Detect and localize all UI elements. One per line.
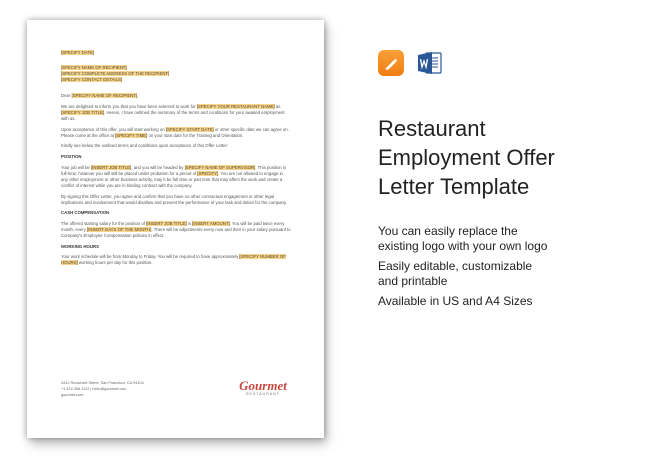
hours-placeholder: [SPECIFY NUMBER OF HOURS] xyxy=(61,254,286,266)
page-title xyxy=(378,114,638,201)
cash-heading: CASH COMPENSATION xyxy=(61,210,110,216)
date-placeholder: [SPECIFY DATE] xyxy=(61,50,95,55)
feature-text: Available in US and A4 Sizes xyxy=(378,294,533,308)
paragraph-text: . You will be paid twice every month, every xyxy=(61,220,285,232)
title-line-3: Letter Template xyxy=(378,174,530,199)
letter-body: [SPECIFY DATE] [SPECIFY NAME OF RECIPIENT] [SPECIFY COMPLETE ADDRESS OF THE RECIPIENT] [SPECIFY CONTACT DETAILS] Dear [SPECIFY NAME OF RECIPIENT], We are delighted to inform you that you have been selected to work for [SPECIFY YOUR RESTAURANT NAME] as [SPECIFY JOB TITLE]. Herein, I have outlined the summary of the terms and conditions for your awaited employment with us. Upon acceptance of this offer, you will start working on [SPECIFY START DATE] or other specific date we can agree on. Please come at the office at [SPECIFY TIME] on your start date for the Training and Orientation. Kindly see below the outlined terms and conditions upon acceptance of this Offer Letter: POSITION Your job will be [INSERT JOB TITLE], and you will be headed by [SPECIFY NAME OF SUPERVISOR]. This position is full-time; however you will still be placed under probation for a period of [SPECIFY]. You are not allowed to engage in any other employment or other business activity, may it be full time or part time that may affect the work and create a conflict of interest while you are in binding contract with the company. By signing this Offer Letter, you agree and confirm that you have no other contractual engagement or other legal implications and involvement that would disallow and prevent the performance of your task and duties for the company. CASH COMPENSATION The offered starting salary for the position of [INSERT JOB TITLE] is [INSERT AMOUNT]. You will be paid twice every month, every [INSERT DAYS OF THE MONTH]. There will be adjustments every now and then in your salary pursuant to Company's Employee Compensation policies in effect. WORKING HOURS Your work schedule will be from Monday to Friday. You will be required to have approximately [SPECIFY NUMBER OF HOURS] working hours per day for this position. xyxy=(61,50,291,266)
recipient-address-placeholder: [SPECIFY COMPLETE ADDRESS OF THE RECIPIENT] xyxy=(61,71,170,77)
paragraph-text: Your job will be xyxy=(61,164,90,170)
paragraph-text: The offered starting salary for the position of xyxy=(61,220,145,226)
paragraph-text: as xyxy=(275,103,281,109)
job-title-placeholder: [SPECIFY JOB TITLE] xyxy=(61,110,105,116)
salutation-name-placeholder: [SPECIFY NAME OF RECIPIENT] xyxy=(71,93,138,99)
pages-icon xyxy=(378,50,404,76)
restaurant-name-placeholder: [SPECIFY YOUR RESTAURANT NAME] xyxy=(196,103,275,109)
feature-text: and printable xyxy=(378,274,448,288)
paragraph-text: . There will be adjustments every now and then in your salary pursuant to Company's Employee Compensation policies in effect. xyxy=(61,226,291,238)
feature-sizes xyxy=(378,294,628,309)
footer-phone: +1 415 356 1122 | hello@gourmet.com xyxy=(61,386,127,391)
amount-placeholder: [INSERT AMOUNT] xyxy=(192,220,230,226)
paragraph-text: Kindly see below the outlined terms and conditions upon acceptance of this Offer Letter: xyxy=(61,143,229,149)
paragraph-text: on your start date for the Training and Orientation. xyxy=(148,132,244,138)
logo-name: Gourmet xyxy=(239,378,287,393)
paragraph-text: . You are not allowed to engage in any other employment or other business activity, may it be full time or part time that may affect the work and create a conflict of interest while you are in binding contract with the company. xyxy=(61,170,283,188)
feature-text: Easily editable, customizable xyxy=(378,259,533,273)
feature-text: existing logo with your own logo xyxy=(378,239,548,253)
app-icons xyxy=(378,50,443,76)
supervisor-placeholder: [SPECIFY NAME OF SUPERVISOR] xyxy=(184,164,256,170)
hours-heading: WORKING HOURS xyxy=(61,243,99,249)
time-placeholder: [SPECIFY TIME] xyxy=(115,132,148,138)
gourmet-logo xyxy=(232,379,294,396)
paragraph-text: . This position is full-time; however you will still be placed under probation for a period of xyxy=(61,164,287,176)
recipient-contact-placeholder: [SPECIFY CONTACT DETAILS] xyxy=(61,77,123,83)
paragraph-text: Upon acceptance of this offer, you will start working on xyxy=(61,126,165,132)
paragraph-text: working hours per day for this position. xyxy=(78,260,153,266)
footer-contact xyxy=(61,381,211,398)
salutation: Dear xyxy=(61,93,71,99)
job-title-placeholder: [INSERT JOB TITLE] xyxy=(146,220,187,226)
paragraph-text: or other specific date we can agree on. Please come at the office at xyxy=(61,126,289,138)
paragraph-text: . Herein, I have outlined the summary of the terms and conditions for your awaited employment with us. xyxy=(61,110,285,122)
paragraph-text: is xyxy=(187,220,191,226)
footer-website: gourmet.com xyxy=(61,392,84,397)
position-heading: POSITION xyxy=(61,154,82,160)
job-title-placeholder: [INSERT JOB TITLE] xyxy=(90,164,132,170)
title-line-2: Employment Offer xyxy=(378,145,555,170)
days-placeholder: [INSERT DAYS OF THE MONTH] xyxy=(87,226,152,232)
paragraph-text: Your work schedule will be from Monday to Friday. You will be required to have approximately xyxy=(61,254,239,260)
logo-subtitle: RESTAURANT xyxy=(245,392,281,396)
paragraph-text: , and you will be headed by xyxy=(131,164,184,170)
document-preview xyxy=(27,20,324,438)
paragraph-text: We are delighted to inform you that you have been selected to work for xyxy=(61,103,196,109)
paragraph-text: By signing this Offer Letter, you agree and confirm that you have no other contractual engagement or other legal implications and involvement that would disallow and prevent the performance of your task and duties for the company. xyxy=(61,193,287,205)
word-icon xyxy=(417,50,443,76)
feature-logo xyxy=(378,224,628,254)
start-date-placeholder: [SPECIFY START DATE] xyxy=(165,126,214,132)
feature-text: You can easily replace the xyxy=(378,224,518,238)
feature-editable xyxy=(378,259,628,289)
title-line-1: Restaurant xyxy=(378,116,486,141)
period-placeholder: [SPECIFY] xyxy=(197,170,219,176)
recipient-name-placeholder: [SPECIFY NAME OF RECIPIENT] xyxy=(61,65,127,71)
footer-address: 4412 Roosevelt Street, San Francisco, CA 94104 xyxy=(61,381,144,385)
